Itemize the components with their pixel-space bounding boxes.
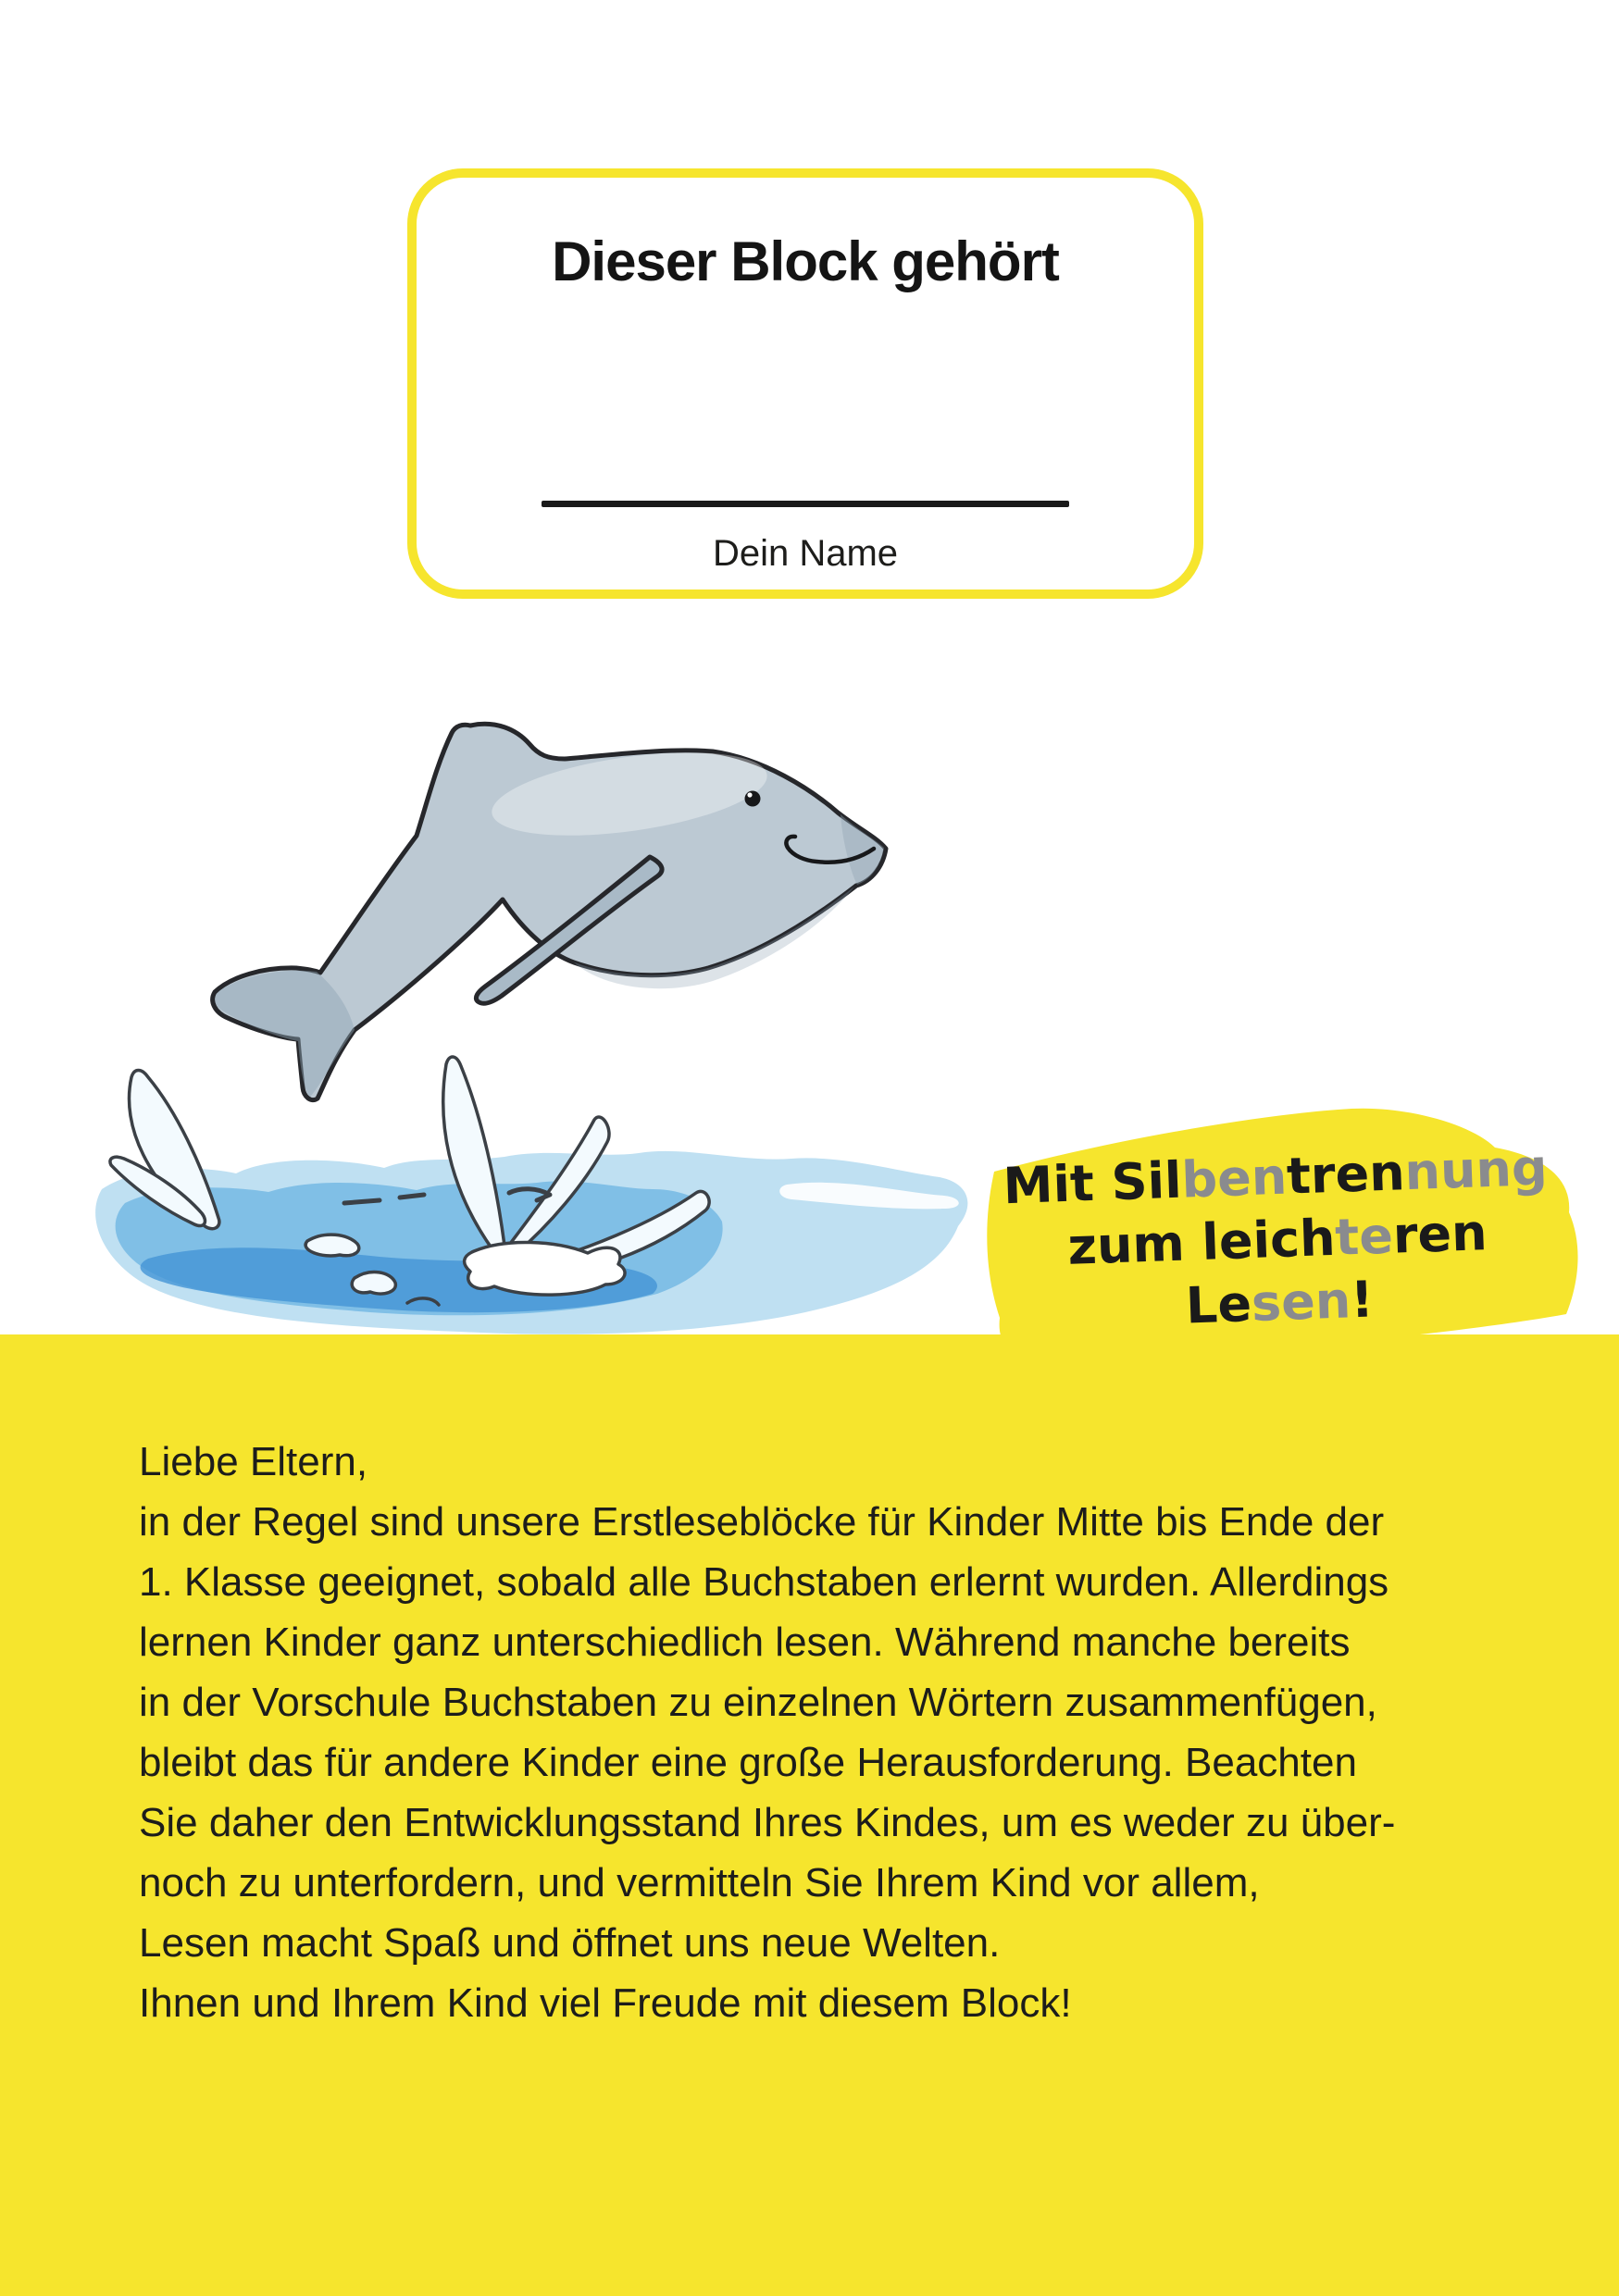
letter-line: noch zu unterfordern, und vermitteln Sie Ihrem Kind vor allem, <box>139 1860 1260 1905</box>
name-caption: Dein Name <box>712 533 899 574</box>
letter-line: in der Regel sind unsere Erstleseblöcke für Kinder Mitte bis Ende der <box>139 1499 1385 1545</box>
silbentrennung-badge <box>953 1092 1619 1370</box>
letter-line: Sie daher den Entwicklungsstand Ihres Kindes, um es weder zu über- <box>139 1800 1396 1845</box>
name-write-line <box>542 501 1069 507</box>
badge-line: zum leichteren <box>1066 1203 1488 1276</box>
letter-line: Liebe Eltern, <box>139 1439 368 1484</box>
letter-line: Lesen macht Spaß und öffnet uns neue Welten. <box>139 1920 1001 1966</box>
letter-line: in der Vorschule Buchstaben zu einzelnen Wörtern zusammenfügen, <box>139 1680 1377 1725</box>
dolphin-svg <box>74 685 1000 1351</box>
parent-letter <box>139 1432 1583 2033</box>
dolphin-body <box>213 724 886 1099</box>
badge-text <box>960 1135 1596 1346</box>
letter-line: bleibt das für andere Kinder eine große Herausforderung. Beachten <box>139 1740 1357 1785</box>
badge-line: Lesen! <box>1184 1270 1375 1335</box>
letter-line: 1. Klasse geeignet, sobald alle Buchstaben erlernt wurden. Allerdings <box>139 1559 1389 1605</box>
name-card-title: Dieser Block gehört <box>552 230 1059 292</box>
tail-shading <box>215 971 355 1097</box>
dolphin-eye-icon <box>745 791 761 807</box>
dolphin-illustration <box>74 685 1000 1351</box>
letter-line: Ihnen und Ihrem Kind viel Freude mit diesem Block! <box>139 1980 1072 2026</box>
eye-glint <box>747 792 752 797</box>
badge-line: Mit Silbentrennung <box>1002 1137 1549 1216</box>
letter-line: lernen Kinder ganz unterschiedlich lesen. Während manche bereits <box>139 1620 1351 1665</box>
